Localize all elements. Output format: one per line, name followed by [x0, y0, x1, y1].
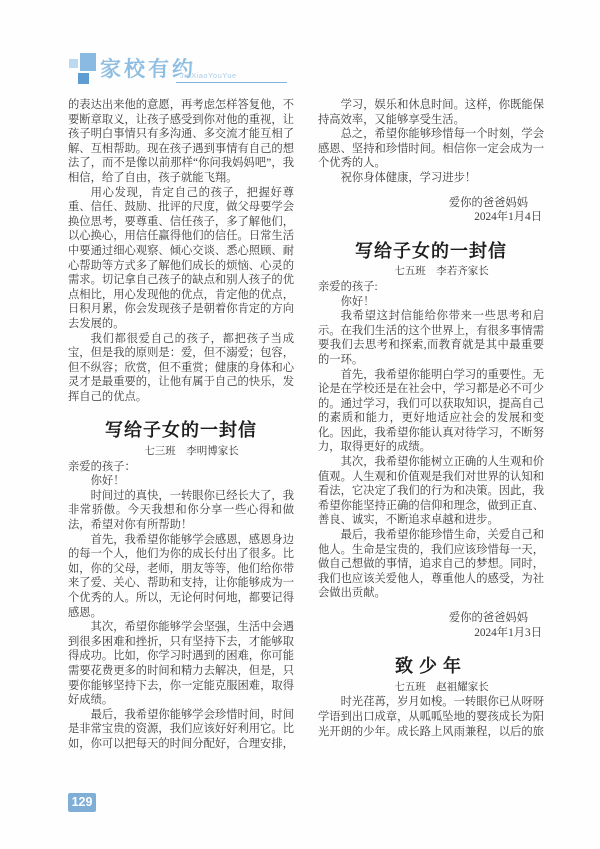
- letter1-date: 2024年1月4日: [474, 211, 542, 224]
- letter2-byline: 七五班 李若齐家长: [394, 266, 489, 278]
- letter2-title: 写给子女的一封信: [355, 240, 507, 261]
- body-paragraph: 总之，希望你能够珍惜每一个时刻，学会感恩、坚持和珍惜时间。相信你一定会成为一个优秀的人。: [318, 128, 544, 170]
- body-paragraph: 时光荏苒，岁月如梭。一转眼你已从呀呀学语到出口成章，从呱呱坠地的婴孩成长为阳光开朗的少年。成长路上风雨兼程，以后的旅: [318, 696, 544, 738]
- header-rule: [176, 82, 287, 83]
- letter1-signoff: 爱你的爸爸妈妈: [448, 196, 528, 209]
- body-paragraph: 首先，我希望你能够学会感恩，感恩身边的每一个人，他们为你的成长付出了很多。比如，你的父母，老师，朋友等等，他们给你带来了爱、关心、帮助和支持，让你能够成为一个优秀的人。所以，无论何时何地，都要记得感恩。: [68, 533, 294, 619]
- body-paragraph: 首先，我希望你能明白学习的重要性。无论是在学校还是在社会中，学习都是必不可少的。通过学习，我们可以获取知识，提高自己的素质和能力，更好地适应社会的发展和变化。因此，我希望你能认真对待学习，不断努力，取得更好的成绩。: [318, 368, 544, 454]
- left-text-column: [68, 98, 294, 752]
- body-paragraph: 我希望这封信能给你带来一些思考和启示。在我们生活的这个世界上，有很多事情需要我们去思考和探索,而教育就是其中最重要的一环。: [318, 310, 544, 366]
- letter1-title: 写给子女的一封信: [105, 420, 257, 441]
- body-paragraph: 时间过的真快，一转眼你已经长大了，我非常骄傲。今天我想和你分享一些心得和做法，希望对你有所帮助！: [68, 489, 294, 532]
- column-header-pinyin: JiaXiaoYouYue: [180, 71, 237, 80]
- body-paragraph: 最后，我希望你能珍惜生命，关爱自己和他人。生命是宝贵的，我们应该珍惜每一天，做自己想做的事情，追求自己的梦想。同时，我们也应该关爱他人，尊重他人的感受，为社会做出贡献。: [318, 529, 544, 600]
- letter3-title: 致少年: [395, 656, 467, 677]
- right-text-column: [318, 98, 544, 739]
- letter2-greeting: 你好！: [340, 295, 375, 308]
- letter1-byline: 七三班 李明博家长: [144, 446, 239, 458]
- body-paragraph: 祝你身体健康，学习进步！: [340, 171, 477, 184]
- body-paragraph: 其次，我希望你能树立正确的人生观和价值观。人生观和价值观是我们对世界的认知和看法，它决定了我们的行为和决策。因此，我希望你能坚持正确的信仰和理念，做到正直、善良、诚实，不断追求卓越和进步。: [318, 456, 544, 527]
- body-paragraph: 的表达出来他的意愿，再考虑怎样答复他，不要断章取义，让孩子感受到你对他的重视，让孩子明白事情只有多沟通、多交流才能互相了解、互相帮助。现在孩子遇到事情有自己的想法了，而不是像以前那样“你问我妈妈吧”，我相信，给了自由，孩子就能飞翔。: [68, 99, 294, 184]
- letter2-date: 2024年1月3日: [474, 626, 542, 639]
- letter3-byline: 七五班 赵祖耀家长: [394, 681, 489, 693]
- letter2-signoff: 爱你的爸爸妈妈: [448, 612, 528, 624]
- column-header-title: 家校有约: [100, 58, 196, 81]
- body-paragraph: 我们都很爱自己的孩子，都把孩子当成宝，但是我的原则是：爱，但不溺爱；包容，但不纵容；欣赏，但不重赏；健康的身体和心灵才是最重要的，让他有属于自己的快乐，发挥自己的优点。: [68, 332, 294, 403]
- letter1-greeting: 你好！: [90, 475, 125, 488]
- letter1-salutation: 亲爱的孩子：: [68, 460, 136, 473]
- body-paragraph: 学习，娱乐和休息时间。这样，你既能保持高效率，又能够享受生活。: [318, 99, 544, 126]
- logo-square-light: [69, 59, 78, 68]
- body-paragraph: 用心发现，肯定自己的孩子，把握好尊重、信任、鼓励、批评的尺度，做父母要学会换位思考，要尊重、信任孩子，多了解他们，以心换心，用信任赢得他们的信任。日常生活中要通过细心观察、倾心交谈、悉心照顾、耐心帮助等方式多了解他们成长的烦恼、心灵的需求。切记拿自己孩子的缺点和别人孩子的优点相比，用心发现他的优点，肯定他的优点，日积月累，你会发现孩子是朝着你肯定的方向去发展的。: [68, 186, 294, 330]
- body-paragraph: 最后，我希望你能够学会珍惜时间，时间是非常宝贵的资源，我们应该好好利用它。比如，你可以把每天的时间分配好，合理安排，: [68, 708, 294, 750]
- logo-square-medium: [80, 53, 96, 71]
- letter2-salutation: 亲爱的孩子:: [318, 280, 378, 293]
- body-paragraph: 其次，希望你能够学会坚强，生活中会遇到很多困难和挫折，只有坚持下去，才能够取得成功。比如，你学习时遇到的困难，你可能需要花费更多的时间和精力去解决，但是，只要你能够坚持下去，你一定能克服困难，取得好成绩。: [68, 621, 294, 707]
- page-number-badge: 129: [68, 793, 96, 812]
- logo-square-dark: [78, 73, 89, 84]
